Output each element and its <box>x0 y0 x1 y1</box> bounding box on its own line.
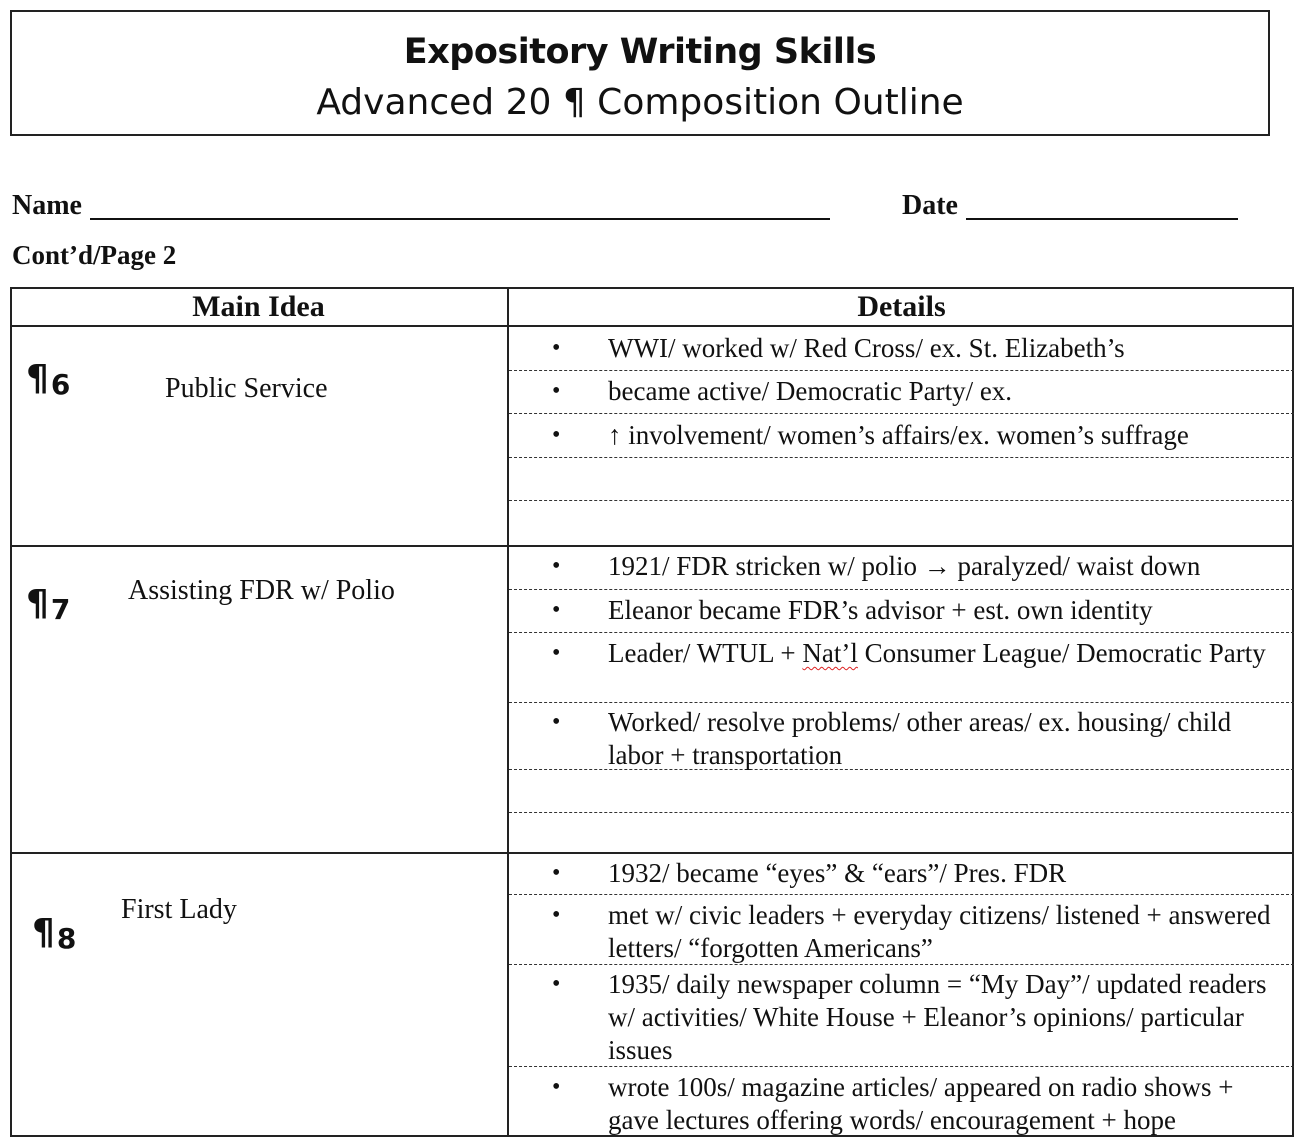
pilcrow-icon: ¶ <box>32 912 55 953</box>
bullet-icon: • <box>552 335 561 361</box>
column-header-main-idea: Main Idea <box>192 290 325 323</box>
detail-text-part: Consumer League/ Democratic Party <box>857 638 1266 668</box>
section-divider <box>10 545 1294 547</box>
detail-text: 1921/ FDR stricken w/ polio → paralyzed/ waist down <box>608 551 1201 581</box>
bullet-icon: • <box>552 378 561 404</box>
dashed-rule <box>509 370 1294 371</box>
bullet-icon: • <box>552 709 561 735</box>
detail-item <box>552 1071 1280 1135</box>
header-divider <box>10 325 1294 327</box>
detail-text: Eleanor became FDR’s advisor + est. own identity <box>608 595 1153 625</box>
paragraph-number: 6 <box>50 368 71 401</box>
bullet-icon: • <box>552 553 561 579</box>
detail-text: 1935/ daily newspaper column = “My Day”/ updated readers w/ activities/ White House + Eleanor’s opinions/ particular issues <box>608 969 1267 1065</box>
paragraph-marker <box>26 583 70 624</box>
date-label: Date <box>902 190 958 221</box>
main-idea-text: Public Service <box>165 373 328 404</box>
dashed-rule <box>509 589 1294 590</box>
detail-text: Worked/ resolve problems/ other areas/ ex. housing/ child labor + transportation <box>608 707 1232 770</box>
paragraph-marker <box>26 358 70 399</box>
bullet-icon: • <box>552 597 561 623</box>
spelling-flag: Nat’l <box>802 638 858 668</box>
pilcrow-icon: ¶ <box>26 358 49 399</box>
pilcrow-icon: ¶ <box>26 583 49 624</box>
bullet-icon: • <box>552 422 561 448</box>
date-field[interactable] <box>966 218 1238 220</box>
dashed-rule <box>509 632 1294 633</box>
page-label: Cont’d/Page 2 <box>12 240 177 270</box>
dashed-rule <box>509 812 1294 813</box>
bullet-icon: • <box>552 860 561 886</box>
detail-text: ↑ involvement/ women’s affairs/ex. women’s suffrage <box>608 420 1189 450</box>
document-title: Expository Writing Skills <box>403 32 877 72</box>
name-label: Name <box>12 190 82 221</box>
detail-text: became active/ Democratic Party/ ex. <box>608 376 1013 406</box>
bullet-icon: • <box>552 902 561 928</box>
detail-text-part: Leader/ WTUL + <box>608 638 803 668</box>
name-field[interactable] <box>90 218 830 220</box>
bullet-icon: • <box>552 640 561 666</box>
dashed-rule <box>509 500 1294 501</box>
detail-text: WWI/ worked w/ Red Cross/ ex. St. Elizabeth’s <box>608 333 1125 363</box>
main-idea-text: First Lady <box>121 894 237 925</box>
document-subtitle: Advanced 20 ¶ Composition Outline <box>316 82 964 123</box>
column-divider <box>507 287 509 1137</box>
dashed-rule <box>509 457 1294 458</box>
section-divider <box>10 852 1294 854</box>
column-header-details: Details <box>857 290 946 323</box>
paragraph-number: 8 <box>56 922 77 955</box>
dashed-rule <box>509 702 1294 703</box>
dashed-rule <box>509 413 1294 414</box>
detail-text: 1932/ became “eyes” & “ears”/ Pres. FDR <box>608 858 1067 888</box>
main-idea-text: Assisting FDR w/ Polio <box>128 575 395 606</box>
paragraph-number: 7 <box>50 593 71 626</box>
detail-text: met w/ civic leaders + everyday citizens/ listened + answered letters/ “forgotten Americans” <box>608 900 1271 963</box>
bullet-icon: • <box>552 1074 561 1100</box>
paragraph-marker <box>32 912 76 953</box>
bullet-icon: • <box>552 971 561 997</box>
detail-text: wrote 100s/ magazine articles/ appeared on radio shows + gave lectures offering words/ encouragement + hope <box>608 1072 1234 1135</box>
detail-text <box>608 637 1288 670</box>
dashed-rule <box>509 894 1294 895</box>
title-box <box>10 10 1270 136</box>
